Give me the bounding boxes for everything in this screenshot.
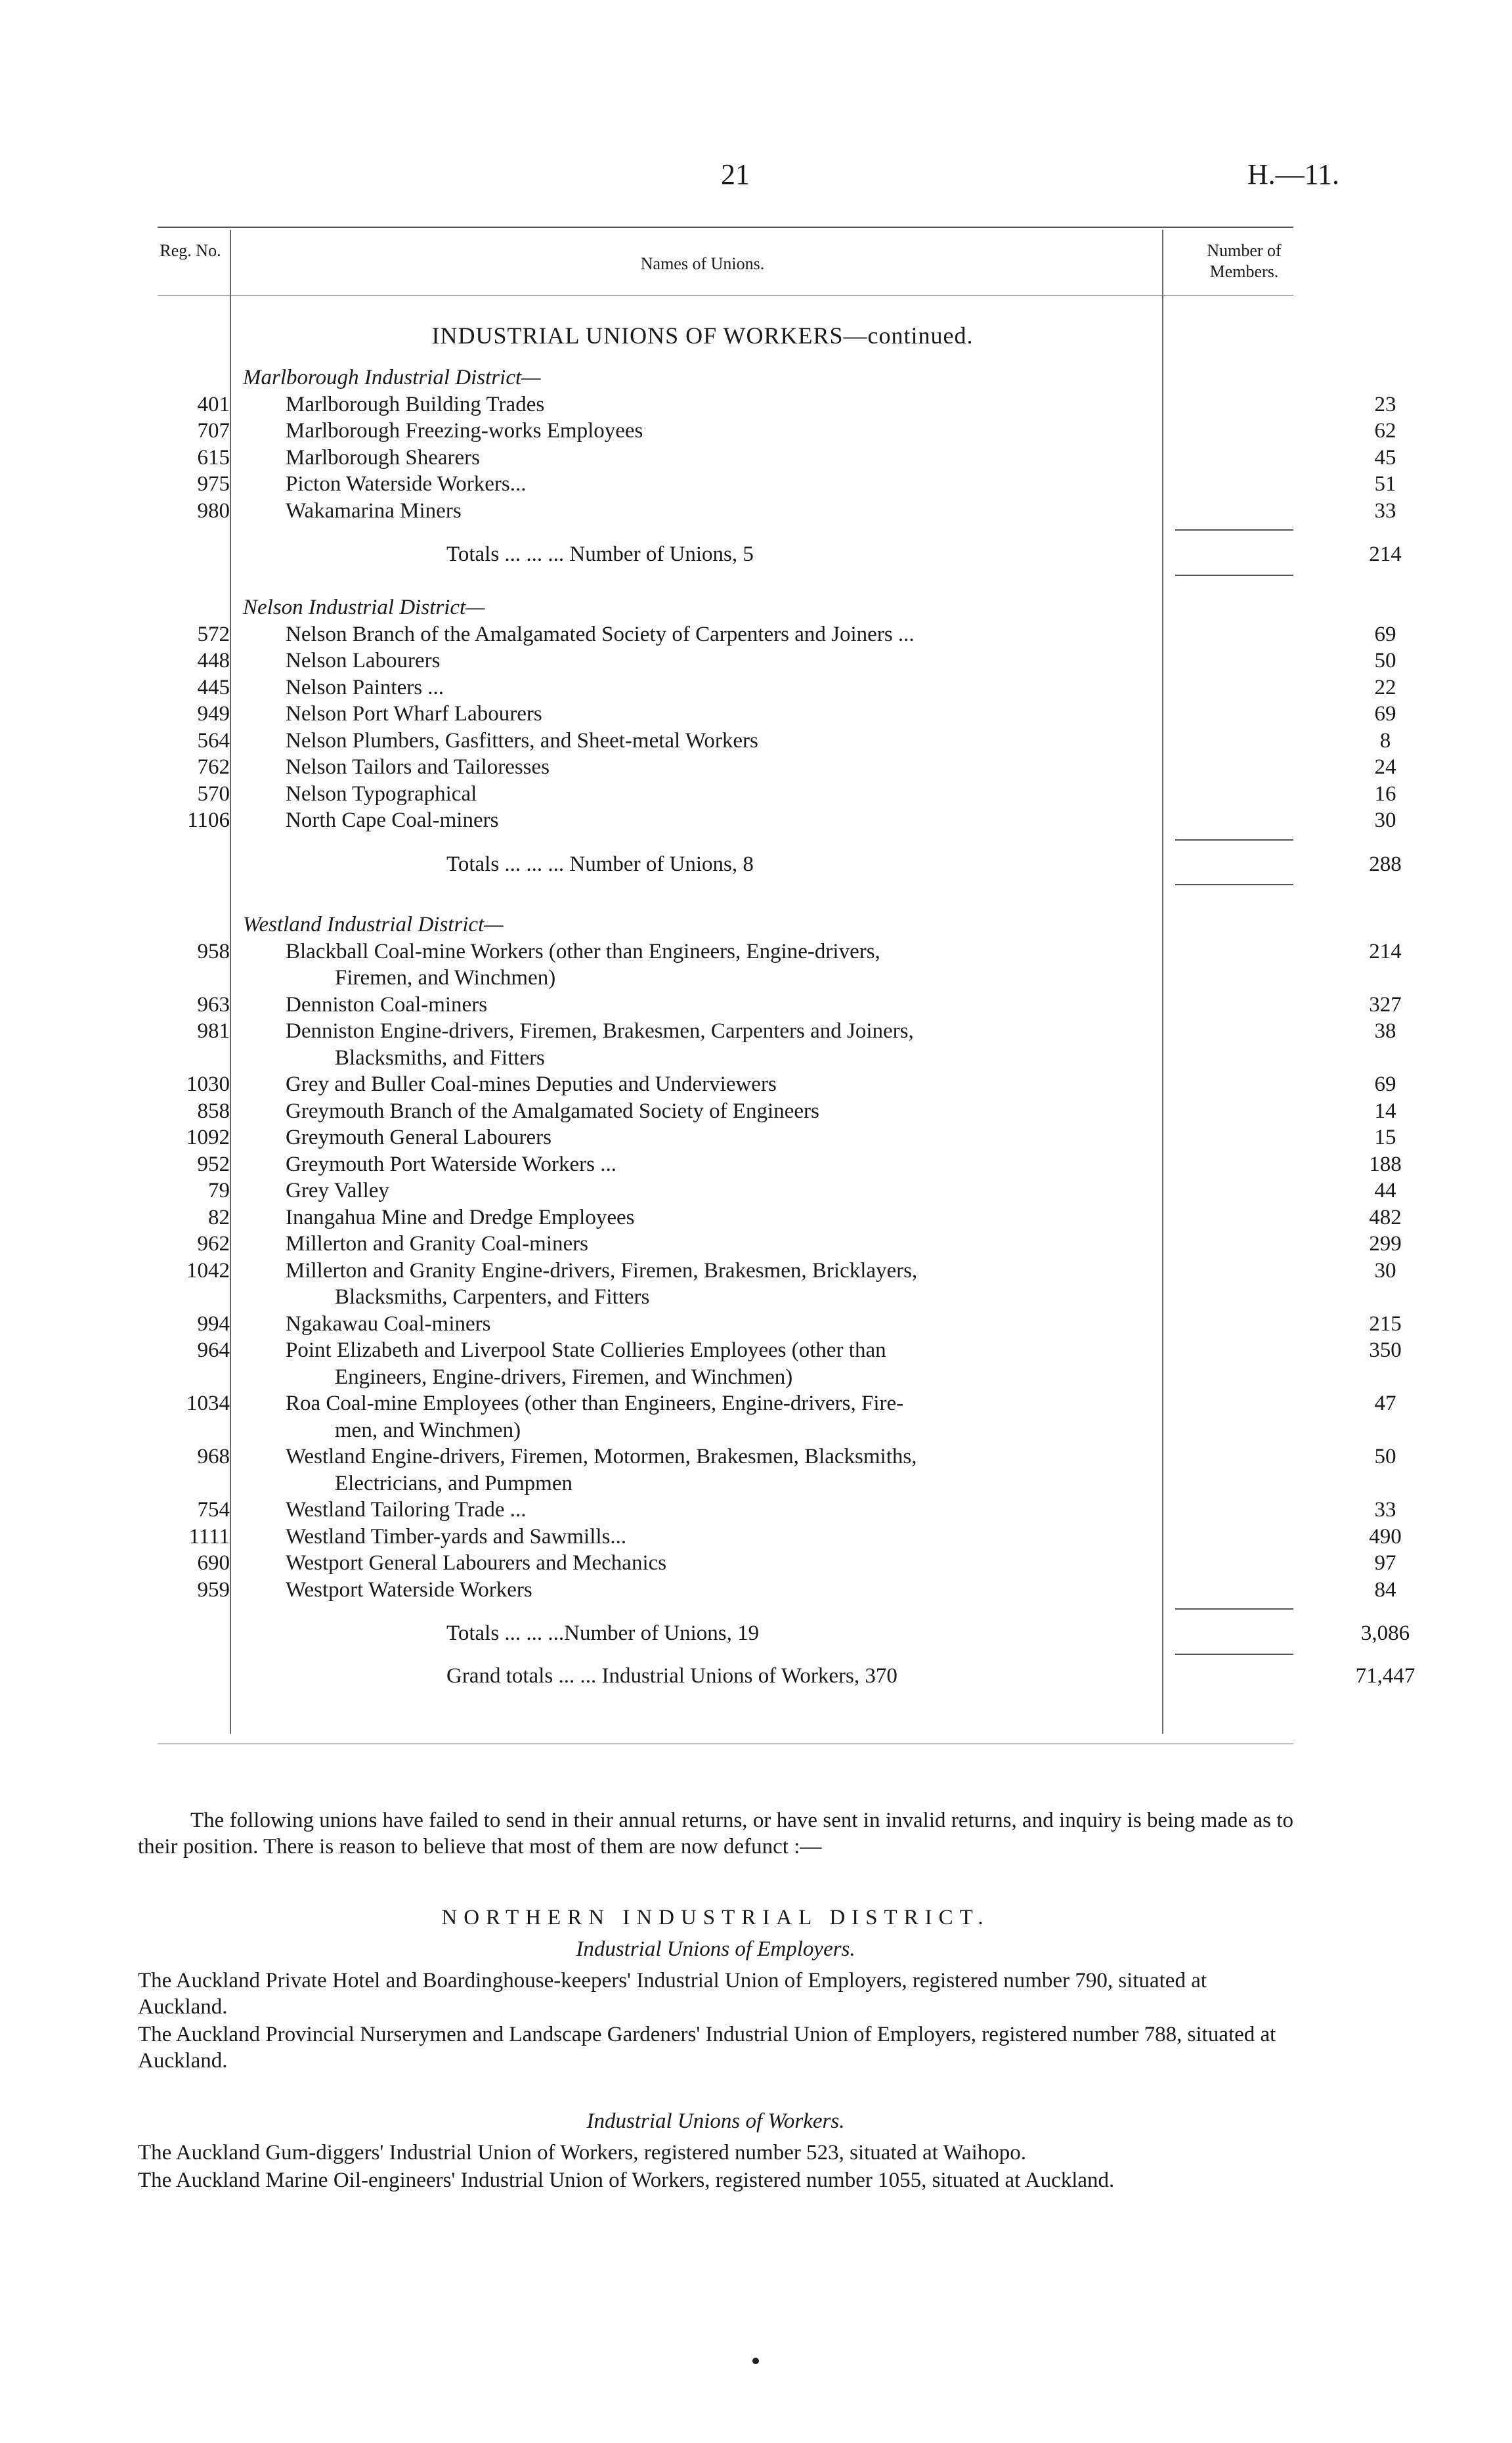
reg-number: 1042 bbox=[186, 1258, 230, 1283]
member-count: 22 bbox=[1374, 675, 1396, 699]
member-count: 14 bbox=[1374, 1099, 1396, 1123]
grand-totals-row bbox=[158, 1663, 1415, 1689]
workers-heading: Industrial Unions of Workers. bbox=[586, 2109, 845, 2133]
union-name: Denniston Engine-drivers, Firemen, Brakesmen, Carpenters and Joiners, bbox=[286, 1019, 914, 1043]
member-count: 327 bbox=[1369, 992, 1402, 1017]
union-name: Nelson Branch of the Amalgamated Society of Carpenters and Joiners ... bbox=[286, 622, 915, 646]
union-name: Nelson Labourers bbox=[286, 649, 441, 672]
table-row-continuation bbox=[158, 1417, 1326, 1443]
subtotal-rule bbox=[1175, 1608, 1293, 1610]
column-header-names: Names of Unions. bbox=[640, 254, 765, 273]
member-count: 214 bbox=[1369, 939, 1402, 963]
table-row bbox=[158, 1124, 1396, 1151]
totals-label: Totals ... ... ... Number of Unions, 8 bbox=[446, 852, 754, 876]
member-count: 50 bbox=[1374, 649, 1396, 672]
table-row bbox=[158, 754, 1396, 780]
totals-row bbox=[158, 851, 1402, 877]
union-name-continuation: Engineers, Engine-drivers, Firemen, and Winchmen) bbox=[335, 1365, 793, 1389]
subtotal-rule bbox=[1175, 529, 1293, 531]
table-row bbox=[158, 1258, 1396, 1284]
union-name: Westland Timber-yards and Sawmills... bbox=[286, 1524, 627, 1549]
table-row bbox=[158, 1497, 1396, 1523]
union-name: Westland Engine-drivers, Firemen, Motormen, Brakesmen, Blacksmiths, bbox=[286, 1445, 917, 1468]
table-row bbox=[158, 621, 1396, 648]
reg-number: 1092 bbox=[186, 1126, 230, 1149]
table-row bbox=[158, 728, 1391, 754]
member-count: 47 bbox=[1374, 1392, 1396, 1415]
union-name: Greymouth Port Waterside Workers ... bbox=[286, 1152, 616, 1176]
reg-number: 690 bbox=[197, 1551, 230, 1575]
reg-number: 968 bbox=[197, 1445, 230, 1468]
reg-number: 981 bbox=[197, 1019, 230, 1043]
table-row bbox=[158, 391, 1396, 418]
totals-rule bbox=[1175, 1654, 1293, 1655]
table-row bbox=[158, 418, 1396, 444]
union-name: Millerton and Granity Coal-miners bbox=[286, 1232, 588, 1256]
member-count: 16 bbox=[1374, 781, 1396, 806]
table-top-rule bbox=[158, 227, 1293, 228]
grand-totals-value: 71,447 bbox=[1355, 1663, 1415, 1688]
member-count: 23 bbox=[1374, 392, 1396, 416]
union-name: Inangahua Mine and Dredge Employees bbox=[286, 1205, 635, 1229]
reg-number: 959 bbox=[197, 1577, 230, 1602]
member-count: 69 bbox=[1374, 1072, 1396, 1096]
union-name: Grey Valley bbox=[286, 1179, 389, 1202]
union-name: Blackball Coal-mine Workers (other than Engineers, Engine-drivers, bbox=[286, 939, 880, 963]
member-count: 299 bbox=[1369, 1232, 1402, 1256]
reg-number: 707 bbox=[197, 419, 230, 443]
table-row bbox=[158, 1204, 1402, 1231]
reg-number: 975 bbox=[197, 472, 230, 496]
northern-district-heading: NORTHERN INDUSTRIAL DISTRICT. bbox=[441, 1906, 990, 1929]
union-name: Nelson Typographical bbox=[286, 781, 477, 806]
union-name: Nelson Tailors and Tailoresses bbox=[286, 755, 550, 779]
totals-rule bbox=[1175, 884, 1293, 885]
totals-value: 288 bbox=[1369, 852, 1402, 876]
reg-number: 1030 bbox=[186, 1072, 230, 1096]
totals-row bbox=[158, 541, 1402, 567]
table-row-continuation bbox=[158, 965, 1326, 991]
table-row bbox=[158, 1098, 1396, 1124]
union-name: Denniston Coal-miners bbox=[286, 992, 488, 1017]
reg-number: 858 bbox=[197, 1099, 230, 1123]
totals-label: Totals ... ... ... Number of Unions, 5 bbox=[446, 542, 754, 566]
totals-label: Totals ... ... ...Number of Unions, 19 bbox=[446, 1621, 760, 1645]
table-row bbox=[158, 1524, 1402, 1550]
union-name-continuation: Firemen, and Winchmen) bbox=[335, 966, 556, 990]
intro-paragraph: The following unions have failed to send in their annual returns, or have sent in invalid returns, and inquiry is being made as to their position. There is reason to believe that most of them are now defunct :— bbox=[138, 1809, 1293, 1859]
union-name: Marlborough Building Trades bbox=[286, 392, 545, 416]
table-row bbox=[158, 992, 1402, 1018]
table-row bbox=[158, 1018, 1396, 1044]
union-name: Picton Waterside Workers... bbox=[286, 472, 527, 496]
worker-entry: The Auckland Marine Oil-engineers' Industrial Union of Workers, registered number 1055, situated at Auckland. bbox=[138, 2168, 1115, 2192]
reg-number: 448 bbox=[197, 649, 230, 672]
union-name: Greymouth Branch of the Amalgamated Society of Engineers bbox=[286, 1099, 819, 1123]
union-name: Nelson Port Wharf Labourers bbox=[286, 702, 542, 726]
member-count: 490 bbox=[1369, 1524, 1402, 1549]
table-row-continuation bbox=[158, 1364, 1326, 1390]
table-row bbox=[158, 498, 1396, 524]
table-row bbox=[158, 445, 1396, 471]
reg-number: 963 bbox=[197, 992, 230, 1017]
reg-number: 754 bbox=[197, 1498, 230, 1522]
union-name-continuation: Blacksmiths, Carpenters, and Fitters bbox=[335, 1285, 650, 1309]
member-count: 84 bbox=[1374, 1577, 1396, 1602]
table-row-continuation bbox=[158, 1045, 1326, 1071]
union-name: Ngakawau Coal-miners bbox=[286, 1311, 491, 1336]
union-name: Wakamarina Miners bbox=[286, 498, 462, 523]
member-count: 30 bbox=[1374, 808, 1396, 832]
member-count: 482 bbox=[1369, 1205, 1402, 1229]
totals-rule bbox=[1175, 575, 1293, 576]
table-row bbox=[158, 701, 1396, 727]
member-count: 45 bbox=[1374, 445, 1396, 470]
member-count: 8 bbox=[1379, 728, 1391, 753]
member-count: 62 bbox=[1374, 419, 1396, 443]
totals-row bbox=[158, 1620, 1410, 1646]
member-count: 44 bbox=[1374, 1179, 1396, 1202]
reg-number: 952 bbox=[197, 1152, 230, 1176]
reg-number: 570 bbox=[197, 781, 230, 806]
union-name: Marlborough Shearers bbox=[286, 445, 481, 470]
reg-number: 1106 bbox=[187, 808, 230, 832]
totals-value: 3,086 bbox=[1360, 1621, 1410, 1645]
union-name-continuation: Blacksmiths, and Fitters bbox=[335, 1045, 545, 1070]
member-count: 24 bbox=[1374, 755, 1396, 779]
union-name: Roa Coal-mine Employees (other than Engineers, Engine-drivers, Fire- bbox=[286, 1392, 904, 1415]
table-row bbox=[158, 807, 1396, 833]
reg-number: 949 bbox=[197, 702, 230, 726]
page-number: 21 bbox=[721, 158, 750, 190]
table-row bbox=[158, 1311, 1402, 1337]
union-name: North Cape Coal-miners bbox=[286, 808, 499, 832]
union-name: Grey and Buller Coal-mines Deputies and Underviewers bbox=[286, 1072, 777, 1096]
employer-entry: The Auckland Private Hotel and Boardinghouse-keepers' Industrial Union of Employers, registered number 790, situated at Auckland. bbox=[138, 1969, 1207, 2019]
member-count: 50 bbox=[1374, 1445, 1396, 1468]
table-row bbox=[158, 1231, 1402, 1257]
section-heading: INDUSTRIAL UNIONS OF WORKERS—continued. bbox=[431, 322, 974, 349]
table-row bbox=[158, 648, 1396, 674]
reg-number: 401 bbox=[197, 392, 230, 416]
table-row-continuation bbox=[158, 1470, 1326, 1497]
union-name: Westport Waterside Workers bbox=[286, 1577, 532, 1602]
union-name: Millerton and Granity Engine-drivers, Firemen, Brakesmen, Bricklayers, bbox=[286, 1258, 918, 1283]
member-count: 215 bbox=[1369, 1311, 1402, 1336]
reg-number: 445 bbox=[197, 675, 230, 699]
member-count: 30 bbox=[1374, 1258, 1396, 1283]
table-row bbox=[158, 1177, 1396, 1204]
employer-entry: The Auckland Provincial Nurserymen and Landscape Gardeners' Industrial Union of Employers, registered number 788, situated at Auckland. bbox=[138, 2023, 1276, 2073]
district-heading bbox=[158, 912, 1326, 938]
union-name-continuation: Electricians, and Pumpmen bbox=[335, 1471, 572, 1495]
reg-number: 964 bbox=[197, 1338, 230, 1362]
member-count: 33 bbox=[1374, 1498, 1396, 1522]
table-row bbox=[158, 471, 1396, 497]
district-name: Marlborough Industrial District— bbox=[243, 366, 541, 389]
subtotal-rule bbox=[1175, 839, 1293, 841]
table-row bbox=[158, 674, 1396, 701]
reg-number: 1111 bbox=[188, 1524, 230, 1549]
table-row bbox=[158, 1337, 1402, 1363]
employers-heading: Industrial Unions of Employers. bbox=[576, 1937, 855, 1961]
page-mark bbox=[752, 2358, 759, 2364]
reg-number: 958 bbox=[197, 939, 230, 963]
member-count: 97 bbox=[1374, 1551, 1396, 1575]
district-name: Westland Industrial District— bbox=[243, 913, 504, 936]
reg-number: 1034 bbox=[186, 1392, 230, 1415]
member-count: 188 bbox=[1369, 1152, 1402, 1176]
reg-number: 962 bbox=[197, 1232, 230, 1256]
table-row bbox=[158, 781, 1396, 807]
member-count: 69 bbox=[1374, 702, 1396, 726]
table-row bbox=[158, 1071, 1396, 1097]
table-row bbox=[158, 938, 1402, 965]
union-name: Greymouth General Labourers bbox=[286, 1126, 552, 1149]
union-name: Westland Tailoring Trade ... bbox=[286, 1498, 527, 1522]
column-header-members: Number of Members. bbox=[1207, 241, 1282, 281]
table-row bbox=[158, 1577, 1396, 1603]
union-name: Nelson Plumbers, Gasfitters, and Sheet-metal Workers bbox=[286, 728, 758, 753]
district-name: Nelson Industrial District— bbox=[243, 596, 485, 619]
grand-totals-label: Grand totals ... ... Industrial Unions of Workers, 370 bbox=[446, 1663, 897, 1688]
union-name: Marlborough Freezing-works Employees bbox=[286, 419, 643, 443]
document-reference: H.—11. bbox=[1247, 158, 1339, 190]
member-count: 350 bbox=[1369, 1338, 1402, 1362]
member-count: 33 bbox=[1374, 498, 1396, 523]
table-row-continuation bbox=[158, 1284, 1326, 1310]
reg-number: 564 bbox=[197, 728, 230, 753]
member-count: 51 bbox=[1374, 472, 1396, 496]
member-count: 69 bbox=[1374, 622, 1396, 646]
reg-number: 572 bbox=[197, 622, 230, 646]
table-row bbox=[158, 1443, 1396, 1470]
union-name: Westport General Labourers and Mechanics bbox=[286, 1551, 667, 1575]
totals-value: 214 bbox=[1369, 542, 1402, 566]
table-row bbox=[158, 1550, 1396, 1576]
reg-number: 79 bbox=[208, 1179, 230, 1202]
reg-number: 82 bbox=[208, 1205, 230, 1229]
union-name: Point Elizabeth and Liverpool State Collieries Employees (other than bbox=[286, 1338, 886, 1362]
reg-number: 994 bbox=[197, 1311, 230, 1336]
worker-entry: The Auckland Gum-diggers' Industrial Union of Workers, registered number 523, situated at Waihopo. bbox=[138, 2141, 1027, 2165]
table-row bbox=[158, 1390, 1396, 1417]
district-heading bbox=[158, 594, 1326, 621]
column-header-reg-no: Reg. No. bbox=[160, 241, 221, 260]
reg-number: 762 bbox=[197, 755, 230, 779]
district-heading bbox=[158, 364, 1326, 391]
reg-number: 980 bbox=[197, 498, 230, 523]
member-count: 15 bbox=[1374, 1126, 1396, 1149]
table-row bbox=[158, 1151, 1402, 1177]
reg-number: 615 bbox=[197, 445, 230, 470]
union-name-continuation: men, and Winchmen) bbox=[335, 1418, 521, 1442]
member-count: 38 bbox=[1374, 1019, 1396, 1043]
union-name: Nelson Painters ... bbox=[286, 675, 444, 699]
